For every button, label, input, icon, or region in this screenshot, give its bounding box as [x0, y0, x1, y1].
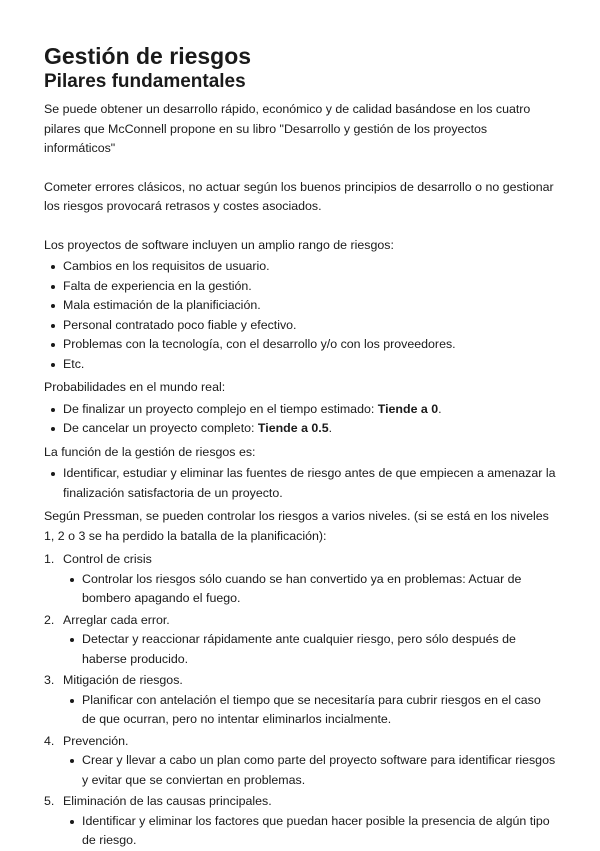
level-title: Arreglar cada error. — [63, 612, 170, 627]
list-item: Problemas con la tecnología, con el desarrollo y/o con los proveedores. — [44, 335, 556, 355]
probability-text: De finalizar un proyecto complejo en el tiempo estimado: — [63, 401, 378, 416]
page-title: Gestión de riesgos — [44, 43, 252, 69]
probability-value: Tiende a 0 — [377, 401, 439, 416]
level-title: Mitigación de riesgos. — [63, 673, 183, 687]
level-title: Control de crisis — [63, 552, 152, 566]
errors-paragraph: Cometer errores clásicos, no actuar según los buenos principios de desarrollo o no gestionar los riesgos provocará retrasos y costes asociados. — [44, 179, 554, 213]
level-title: Prevención. — [63, 733, 129, 748]
function-list — [44, 464, 556, 503]
level-detail: Crear y llevar a cabo un plan como parte del proyecto software para identificar riesgos y evitar que se conviertan en problemas. — [63, 751, 556, 790]
level-item — [44, 550, 556, 609]
level-detail: Controlar los riesgos sólo cuando se han convertido ya en problemas: Actuar de bombero apagando el fuego. — [63, 570, 556, 609]
level-number: 4. — [44, 733, 55, 748]
level-number: 3. — [44, 673, 55, 687]
level-item — [44, 611, 556, 670]
list-item: Identificar, estudiar y eliminar las fuentes de riesgo antes de que empiecen a amenazar la finalización satisfactoria de un proyecto. — [44, 464, 556, 503]
list-item: Personal contratado poco fiable y efectivo. — [44, 316, 556, 336]
level-detail: Identificar y eliminar los factores que puedan hacer posible la presencia de algún tipo de riesgo. — [63, 812, 556, 851]
pressman-paragraph: Según Pressman, se pueden controlar los riesgos a varios niveles. (si se está en los niveles 1, 2 o 3 se ha perdido la batalla de la planificación): — [44, 509, 549, 543]
risks-list — [44, 257, 556, 374]
level-item — [44, 732, 556, 791]
probabilities-list — [44, 400, 556, 439]
level-number: 1. — [44, 552, 55, 566]
level-detail: Detectar y reaccionar rápidamente ante cualquier riesgo, pero sólo después de haberse producido. — [63, 630, 556, 669]
level-item — [44, 792, 556, 851]
list-item: Etc. — [44, 355, 556, 375]
list-item: Mala estimación de la planificiación. — [44, 296, 556, 316]
list-item — [44, 419, 556, 439]
level-number: 2. — [44, 612, 55, 627]
probability-value: Tiende a 0.5 — [257, 421, 329, 435]
page-subtitle: Pilares fundamentales — [44, 71, 246, 92]
level-item — [44, 671, 556, 730]
probability-text: De cancelar un proyecto completo: — [63, 421, 258, 435]
level-number: 5. — [44, 794, 55, 808]
function-intro: La función de la gestión de riesgos es: — [44, 444, 256, 459]
punctuation: . — [328, 421, 333, 435]
level-detail: Planificar con antelación el tiempo que se necesitaría para cubrir riesgos en el caso de que ocurran, pero no intentar eliminarlos incialmente. — [63, 691, 556, 730]
intro-paragraph: Se puede obtener un desarrollo rápido, económico y de calidad basándose en los cuatro pilares que McConnell propone en su libro "Desarrollo y gestión de los proyectos informáticos" — [44, 102, 531, 155]
list-item: Cambios en los requisitos de usuario. — [44, 257, 556, 277]
level-title: Eliminación de las causas principales. — [63, 794, 272, 808]
list-item — [44, 400, 556, 420]
punctuation: . — [438, 401, 442, 416]
probabilities-intro: Probabilidades en el mundo real: — [44, 380, 226, 394]
levels-list — [44, 550, 556, 851]
risks-intro: Los proyectos de software incluyen un amplio rango de riesgos: — [44, 237, 394, 252]
list-item: Falta de experiencia en la gestión. — [44, 277, 556, 297]
